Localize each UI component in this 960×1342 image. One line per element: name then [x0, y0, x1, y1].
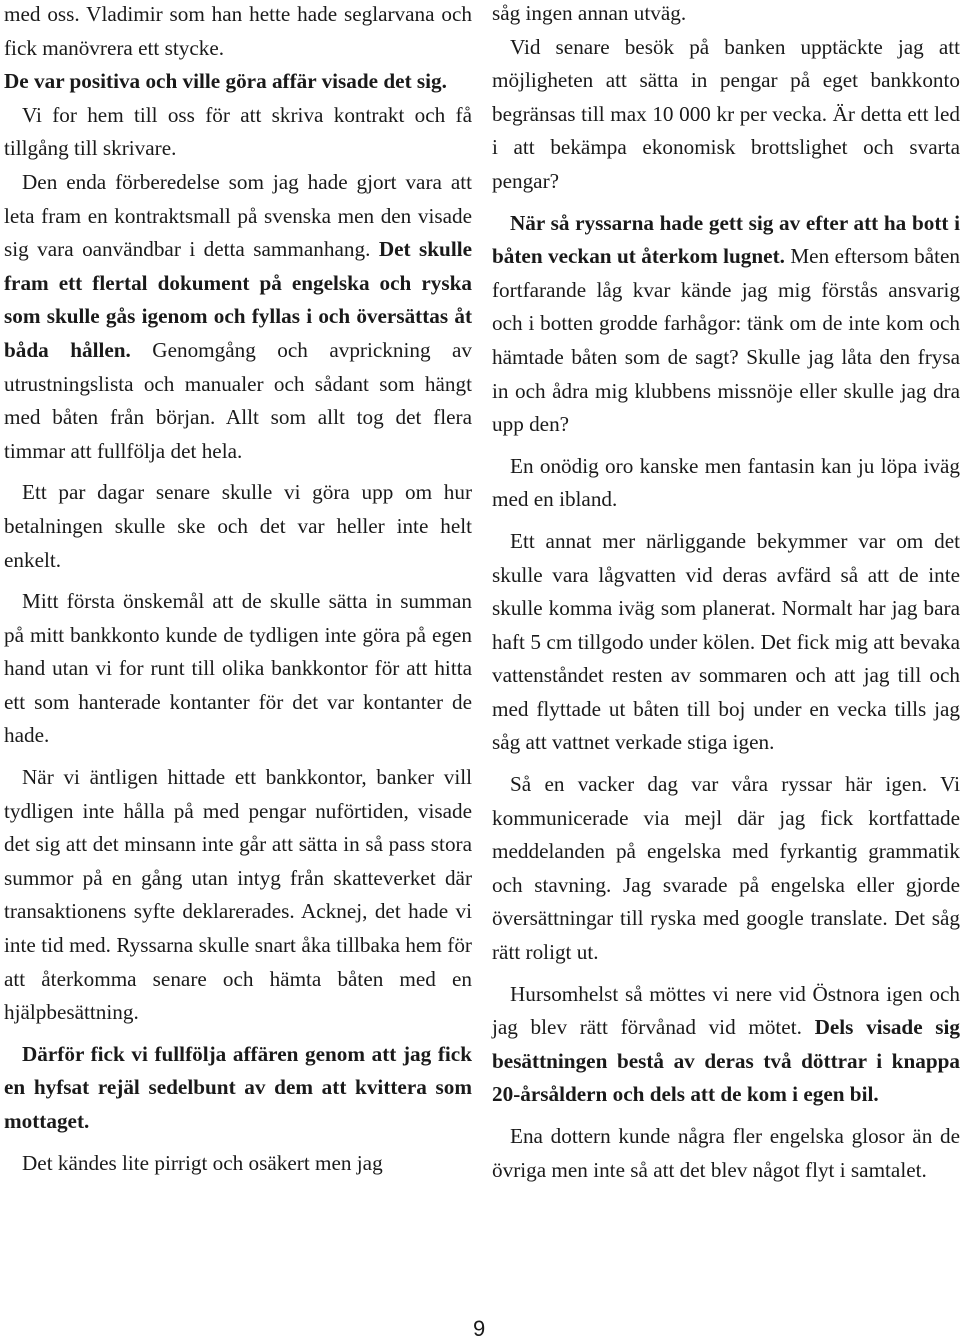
paragraph-p2 [4, 65, 472, 99]
text-segment: Men eftersom båten fortfarande låg kvar kände jag mig förstås ansvarig och i botten grodde farhågor: tänk om de inte kom och hämtade båten som de sagt? Skulle jag låta den frysa in och ådra mig klubbens missnöje eller skulle jag dra upp den? [492, 244, 960, 437]
right-column [492, 0, 960, 1187]
paragraph-p8 [4, 1038, 472, 1139]
paragraph-q8 [492, 1120, 960, 1187]
paragraph-q5 [492, 525, 960, 760]
bold-text-segment: Dels visade sig besättningen bestå av deras två döttrar i knappa 20-årsåldern och dels att de kom i egen bil. [492, 1015, 960, 1107]
paragraph-p4 [4, 166, 472, 468]
text-segment: En onödig oro kanske men fantasin kan ju löpa iväg med en ibland. [492, 453, 960, 512]
paragraph-q6 [492, 768, 960, 970]
text-segment: Ett annat mer närliggande bekymmer var om det skulle vara lågvatten vid deras avfärd så att de inte skulle komma iväg som planerat. Normalt har jag bara haft 5 cm tillgodo under kölen. Det fick mig att bevaka vattenståndet resten av sommaren och att jag till och med flyttade ut båten till boj under en vecka tills jag såg att vattnet verkade stiga igen. [492, 528, 960, 755]
paragraph-p3 [4, 99, 472, 166]
paragraph-p1 [4, 0, 472, 65]
bold-text-segment: Därför fick vi fullfölja affären genom att jag fick en hyfsat rejäl sedelbunt av dem att kvittera som mottaget. [4, 1041, 472, 1133]
page-number: 9 [473, 1316, 486, 1341]
left-column [4, 0, 472, 1180]
text-segment: Mitt första önskemål att de skulle sätta in summan på mitt bankkonto kunde de tydligen inte göra på egen hand utan vi for runt till olika bankkontor för att hitta ett som hanterade kontanter för det var kontanter de hade. [4, 589, 472, 748]
paragraph-q7 [492, 978, 960, 1112]
text-segment: Vi for hem till oss för att skriva kontrakt och få tillgång till skrivare. [4, 102, 472, 161]
paragraph-p5 [4, 476, 472, 577]
text-segment: såg ingen annan utväg. [492, 1, 687, 25]
text-segment: Vid senare besök på banken upptäckte jag att möjligheten att sätta in pengar på eget bankkonto begränsas till max 10 000 kr per vecka. Är detta ett led i att bekämpa ekonomisk brottslighet och svarta pengar? [492, 34, 960, 193]
bold-text-segment: Det skulle fram ett flertal dokument på engelska och ryska som skulle gås igenom och fyllas i och översättas åt båda hållen. [4, 237, 473, 362]
text-segment: Den enda förberedelse som jag hade gjort vara att leta fram en kontraktsmall på svenska men den visade sig vara oanvändbar i detta sammanhang. [4, 169, 472, 262]
text-segment: Hursomhelst så möttes vi nere vid Östnora igen och jag blev rätt förvånad vid mötet. [492, 981, 960, 1040]
text-segment: Ena dottern kunde några fler engelska glosor än de övriga men inte så att det blev något flyt i samtalet. [492, 1124, 960, 1182]
paragraph-p9 [4, 1147, 472, 1181]
paragraph-q4 [492, 450, 960, 517]
text-segment: När vi äntligen hittade ett bankkontor, banker vill tydligen inte hålla på med pengar nuförtiden, visade det sig att det minsann inte går att sätta in så pass stora summor på en gång utan intyg från skatteverket där transaktionens syfte deklarerades. Acknej, det hade vi inte tid med. Ryssarna skulle snart åka tillbaka hem för att återkomma senare och hämta båten med en hjälpbesättning. [4, 765, 472, 1025]
paragraph-q2 [492, 31, 960, 199]
text-segment: med oss. Vladimir som han hette hade seglarvana och fick manövrera ett stycke. [4, 2, 472, 60]
bold-text-segment: När så ryssarna hade gett sig av efter att ha bott i båten veckan ut återkom lugnet. [492, 210, 960, 269]
paragraph-q1 [492, 0, 960, 31]
text-segment: Det kändes lite pirrigt och osäkert men jag [22, 1150, 383, 1175]
text-segment: Ett par dagar senare skulle vi göra upp om hur betalningen skulle ske och det var heller inte helt enkelt. [4, 480, 472, 572]
paragraph-p7 [4, 761, 472, 1030]
text-segment: Så en vacker dag var våra ryssar här igen. Vi kommunicerade via mejl där jag fick kortfattade meddelanden på engelska med fyrkantig grammatik och stavning. Jag svarade på engelska eller gjorde översättningar till ryska med google translate. Det såg rätt roligt ut. [492, 772, 960, 965]
text-segment: Genomgång och avprickning av utrustningslista och manualer och sådant som hängt med båten från början. Allt som allt tog det flera timmar att fullfölja det hela. [4, 337, 472, 463]
paragraph-q3 [492, 207, 960, 442]
paragraph-p6 [4, 585, 472, 753]
bold-text-segment: De var positiva och ville göra affär visade det sig. [4, 69, 447, 94]
